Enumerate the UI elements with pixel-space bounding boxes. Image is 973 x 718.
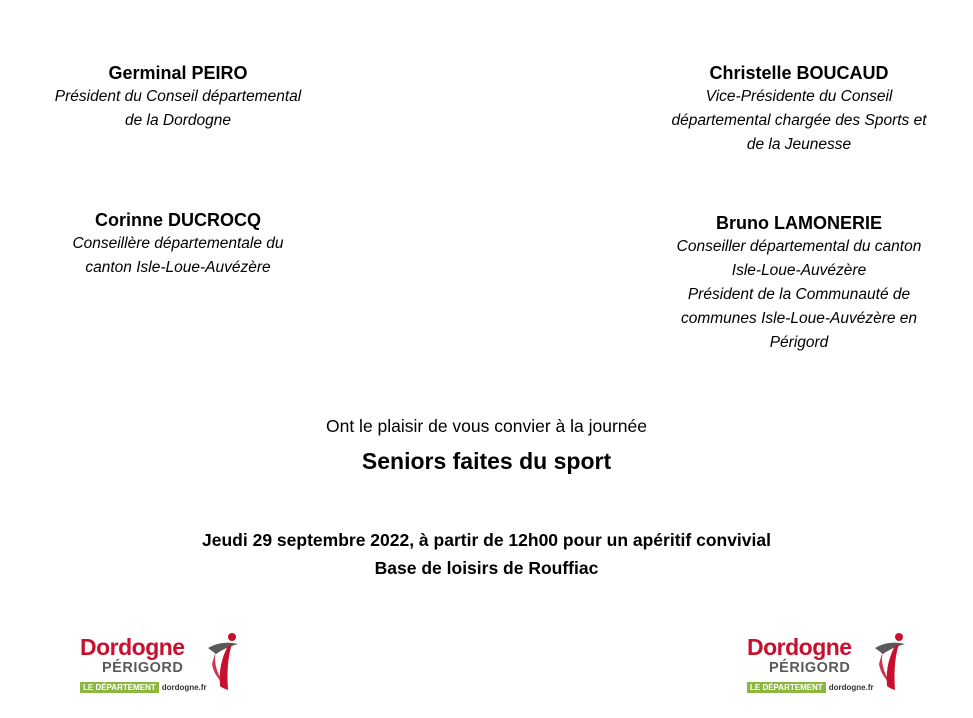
host-lamonerie xyxy=(632,211,966,355)
host-role-line: Président du Conseil départemental xyxy=(54,88,302,105)
host-name: Germinal PEIRO xyxy=(108,63,248,83)
logo-url: dordogne.fr xyxy=(828,683,874,692)
host-role-line: canton Isle-Loue-Auvézère xyxy=(85,259,271,276)
logo-tag: LE DÉPARTEMENT xyxy=(747,682,826,693)
logo-footer xyxy=(80,682,207,693)
host-role-line: Président de la Communauté de xyxy=(687,286,911,303)
host-peiro xyxy=(18,61,338,133)
host-role-line: Conseillère départementale du xyxy=(72,235,284,252)
host-ducrocq xyxy=(18,208,338,280)
host-name: Christelle BOUCAUD xyxy=(709,63,889,83)
event-date-line: Jeudi 29 septembre 2022, à partir de 12h00 pour un apéritif convivial xyxy=(202,530,771,550)
logo-wordmark: Dordogne xyxy=(747,634,852,660)
host-role-line: Isle-Loue-Auvézère xyxy=(731,262,867,279)
host-role-line: Vice-Présidente du Conseil xyxy=(705,88,893,105)
invitation-intro: Ont le plaisir de vous convier à la journée xyxy=(325,416,647,436)
event-title: Seniors faites du sport xyxy=(361,448,612,474)
host-name: Bruno LAMONERIE xyxy=(716,213,882,233)
event-venue: Base de loisirs de Rouffiac xyxy=(374,558,599,578)
host-role-line: de la Dordogne xyxy=(125,112,231,129)
dordogne-logo-left xyxy=(78,628,243,694)
athlete-figure-icon xyxy=(202,628,242,692)
host-role-line: Conseiller départemental du canton xyxy=(676,238,922,255)
dordogne-logo-right xyxy=(745,628,910,694)
logo-wordmark: Dordogne xyxy=(80,634,185,660)
logo-url: dordogne.fr xyxy=(161,683,207,692)
logo-footer xyxy=(747,682,874,693)
athlete-figure-icon xyxy=(869,628,909,692)
host-role-line: Périgord xyxy=(769,334,829,351)
logo-subwordmark: PÉRIGORD xyxy=(769,660,851,676)
host-role-line: départemental chargée des Sports et xyxy=(671,112,927,129)
logo-tag: LE DÉPARTEMENT xyxy=(80,682,159,693)
host-name: Corinne DUCROCQ xyxy=(95,210,261,230)
host-role-line: de la Jeunesse xyxy=(746,136,852,153)
logo-subwordmark: PÉRIGORD xyxy=(102,660,184,676)
host-role-line: communes Isle-Loue-Auvézère en xyxy=(680,310,918,327)
host-boucaud xyxy=(632,61,966,157)
